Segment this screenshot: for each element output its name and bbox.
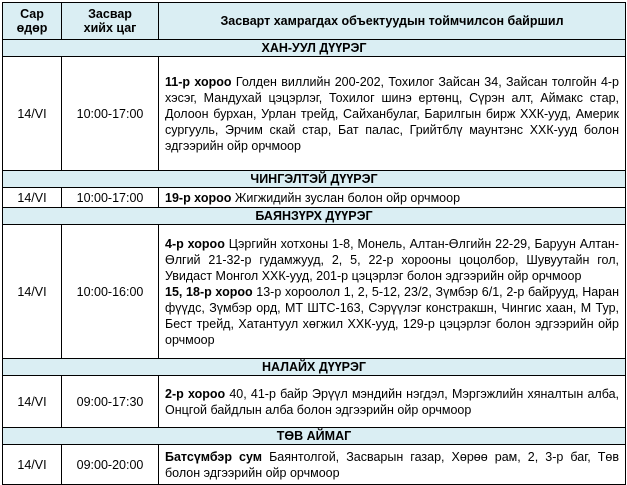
time-cell: 10:00-16:00 [62, 225, 159, 359]
district-row [3, 359, 626, 376]
location-paragraph [165, 190, 619, 206]
subdistrict-name: 4-р хороо [165, 236, 225, 251]
schedule-row [3, 445, 626, 485]
district-name: ТӨВ АЙМАГ [3, 428, 626, 445]
time-cell: 09:00-17:30 [62, 376, 159, 428]
subdistrict-name: 15, 18-р хороо [165, 284, 253, 299]
location-cell [159, 376, 626, 428]
date-cell: 14/VI [3, 445, 62, 485]
district-name: ХАН-УУЛ ДҮҮРЭГ [3, 40, 626, 57]
header-location-label: Засварт хамрагдах объектуудын тоймчилсон байршил [220, 14, 564, 28]
location-cell [159, 445, 626, 485]
location-paragraph [165, 284, 619, 348]
time-cell: 10:00-17:00 [62, 188, 159, 208]
district-row [3, 40, 626, 57]
schedule-row [3, 225, 626, 359]
outage-schedule-table [2, 2, 626, 485]
time-cell: 10:00-17:00 [62, 57, 159, 171]
time-cell: 09:00-20:00 [62, 445, 159, 485]
location-text: Цэргийн хотхоны 1-8, Монель, Алтан-Өлгийн 22-29, Баруун Алтан-Өлгий 21-32-р гудамжууд, 2, 5, 22-р хорооны цоцолбор, Шувуутайн гол, Увидаст Монгол ХХК-ууд, 201-р цэцэрлэг болон эдгээрийн ойр орчмоор [165, 236, 619, 283]
location-text: Жигжидийн зуслан болон ойр орчмоор [231, 190, 461, 205]
schedule-row [3, 188, 626, 208]
location-text: 40, 41-р байр Эрүүл мэндийн нэгдэл, Мэргэжлийн хяналтын алба, Онцгой байдлын алба болон эдгээрийн ойр орчмоор [165, 386, 619, 417]
header-row [3, 3, 626, 40]
district-row [3, 171, 626, 188]
schedule-row [3, 57, 626, 171]
location-text: 13-р хороолол 1, 2, 5-12, 23/2, Зүмбэр 6/1, 2-р байрууд, Наран фүүдс, Зүмбэр орд, МТ ШТС-163, Сэрүүлэг констракшн, Чингис хаан, М Тур, Бест трейд, Хатантуул хөгжил ХХК-ууд, 129-р цэцэрлэг болон эдгээрийн ойр орчмоор [165, 284, 619, 347]
location-cell [159, 225, 626, 359]
location-paragraph [165, 236, 619, 284]
location-text: Баянтолгой, Засварын газар, Хөрөө рам, 2, 3-р баг, Төв болон эдгээрийн ойр орчмоор [165, 449, 619, 480]
subdistrict-name: 11-р хороо [165, 74, 232, 89]
subdistrict-name: 19-р хороо [165, 190, 232, 205]
date-cell: 14/VI [3, 188, 62, 208]
header-time [62, 3, 159, 40]
location-paragraph [165, 449, 619, 481]
date-cell: 14/VI [3, 225, 62, 359]
location-text: Голден виллийн 200-202, Тохилог Зайсан 34, Зайсан толгойн 4-р хэсэг, Мандухай цэцэрлэг, Тохилог шинэ ертөнц, Сүрэн алт, Аймакс стар, Долоон бурхан, Урлан трейд, Сайханбулаг, Барилгын бирж ХХК-ууд, Америк сургууль, Эрчим скай стар, Бат палас, Грийтблү маунтэнс ХХК-ууд болон эдгээрийн ойр орчмоор [165, 74, 620, 153]
district-name: НАЛАЙХ ДҮҮРЭГ [3, 359, 626, 376]
header-date [3, 3, 62, 40]
district-row [3, 428, 626, 445]
table-body [3, 3, 626, 485]
date-cell: 14/VI [3, 57, 62, 171]
location-paragraph [165, 74, 619, 154]
district-row [3, 208, 626, 225]
subdistrict-name: 2-р хороо [165, 386, 226, 401]
schedule-row [3, 376, 626, 428]
subdistrict-name: Батсүмбэр сум [165, 449, 263, 464]
date-cell: 14/VI [3, 376, 62, 428]
header-time-label: Засвар хийх цаг [83, 7, 137, 35]
location-paragraph [165, 386, 619, 418]
header-date-label: Сар өдөр [16, 7, 48, 35]
header-location [159, 3, 626, 40]
location-cell [159, 188, 626, 208]
location-cell [159, 57, 626, 171]
district-name: ЧИНГЭЛТЭЙ ДҮҮРЭГ [3, 171, 626, 188]
district-name: БАЯНЗҮРХ ДҮҮРЭГ [3, 208, 626, 225]
